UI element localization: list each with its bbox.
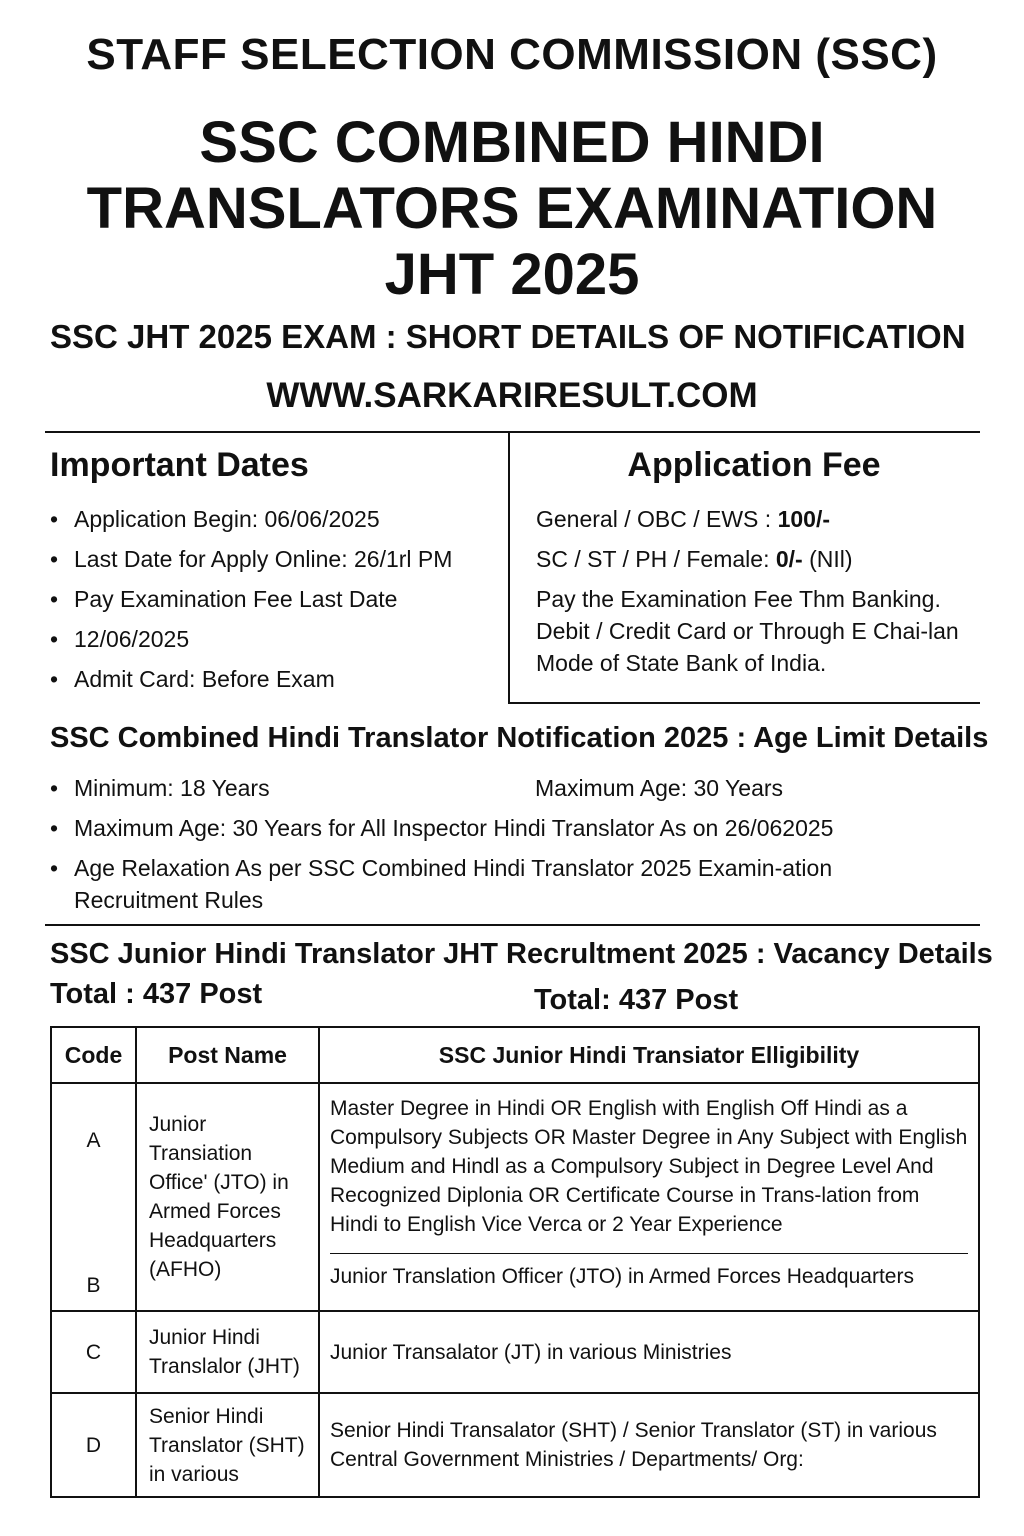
- age-item: • Age Relaxation As per SSC Combined Hindi Translator 2025 Examin-ation Recruitment Rules: [50, 852, 864, 916]
- col-header-post: Post Name: [136, 1027, 319, 1083]
- code-b: B: [86, 1274, 101, 1297]
- col-header-code: Code: [51, 1027, 136, 1083]
- divider-vertical: [508, 432, 510, 704]
- application-fee-title: Application Fee: [627, 446, 881, 484]
- exam-title-line-2: TRANSLATORS EXAMINATION: [86, 176, 938, 241]
- org-title: STAFF SELECTION COMMISSION (SSC): [86, 30, 938, 79]
- code-cell: D: [51, 1393, 136, 1497]
- exam-title-line-1: SSC COMBINED HINDI: [199, 110, 825, 175]
- important-dates-list: [50, 499, 500, 699]
- date-item: • Pay Examination Fee Last Date: [50, 579, 500, 619]
- short-details-heading: SSC JHT 2025 EXAM : SHORT DETAILS OF NOTIFICATION: [50, 318, 966, 355]
- code-cell: [51, 1083, 136, 1311]
- exam-title: [0, 110, 1024, 308]
- eligibility-cell: Junior Transalator (JT) in various Ministries: [319, 1311, 979, 1393]
- fee-general: [536, 499, 976, 539]
- divider-age-bottom: [45, 924, 980, 926]
- eligibility-cell: [319, 1083, 979, 1311]
- age-item: • Maximum Age: 30 Years for All Inspector Hindi Translator As on 26/062025: [50, 808, 930, 848]
- fee-sc-label: SC / ST / PH / Female:: [536, 546, 776, 572]
- eligibility-cell: Senior Hindi Transalator (SHT) / Senior Translator (ST) in various Central Government Ministries / Departments/ Org:: [319, 1393, 979, 1497]
- fee-sc-amount: 0/-: [775, 546, 803, 572]
- divider-fee-bottom: [508, 702, 980, 704]
- fee-sc-note: (NIl): [802, 546, 853, 572]
- fee-payment-note: Pay the Examination Fee Thm Banking. Debit / Credit Card or Through E Chai-lan Mode of State Bank of India.: [536, 586, 959, 676]
- date-item: • Application Begin: 06/06/2025: [50, 499, 500, 539]
- fee-general-amount: 100/-: [777, 506, 831, 532]
- age-limit-list: [50, 768, 930, 916]
- date-item: • 12/06/2025: [50, 619, 500, 659]
- code-cell: C: [51, 1311, 136, 1393]
- post-cell: Senior Hindi Translator (SHT) in various: [136, 1393, 319, 1497]
- code-a: A: [86, 1129, 101, 1152]
- table-row: [51, 1311, 979, 1393]
- fee-general-label: General / OBC / EWS :: [536, 506, 778, 532]
- eligibility-a: Master Degree in Hindi OR English with English Off Hindi as a Compulsory Subjects OR Master Degree in Any Subject with English Medium and Hindl as a Compulsory Subject in Degree Level And Recognized Diplonia OR Certificate Course in Trans-lation from Hindi to English Vice Verca or 2 Year Experience: [330, 1094, 968, 1254]
- table-row: [51, 1393, 979, 1497]
- table-row: [51, 1083, 979, 1311]
- eligibility-b: Junior Translation Officer (JTO) in Armed Forces Headquarters: [330, 1265, 914, 1288]
- vacancy-table: [50, 1026, 980, 1498]
- post-cell: Junior Hindi Translalor (JHT): [136, 1311, 319, 1393]
- age-maximum: Maximum Age: 30 Years: [535, 775, 784, 801]
- vacancy-total-left: Total : 437 Post: [50, 978, 263, 1010]
- important-dates-title: Important Dates: [50, 446, 309, 484]
- vacancy-title: SSC Junior Hindi Translator JHT Recrultment 2025 : Vacancy Details: [50, 938, 993, 970]
- important-dates-section: [50, 446, 500, 699]
- table-header-row: [51, 1027, 979, 1083]
- website-url[interactable]: WWW.SARKARIRESULT.COM: [266, 376, 758, 415]
- post-cell: Junior Transiation Office' (JTO) in Armed Forces Headquarters (AFHO): [136, 1083, 319, 1311]
- fee-sc: [536, 539, 976, 579]
- divider-top: [45, 431, 980, 433]
- col-header-elig: SSC Junior Hindi Transiator Elligibility: [319, 1027, 979, 1083]
- application-fee-section: [536, 446, 976, 679]
- age-minimum: Minimum: 18 Years: [74, 775, 270, 801]
- date-item: • Admit Card: Before Exam: [50, 659, 500, 699]
- date-item: • Last Date for Apply Online: 26/1rl PM: [50, 539, 500, 579]
- exam-title-line-3: JHT 2025: [384, 242, 640, 307]
- age-item-min-max: [50, 768, 930, 808]
- vacancy-total-right: Total: 437 Post: [534, 984, 739, 1016]
- age-limit-title: SSC Combined Hindi Translator Notification 2025 : Age Limit Details: [50, 722, 989, 754]
